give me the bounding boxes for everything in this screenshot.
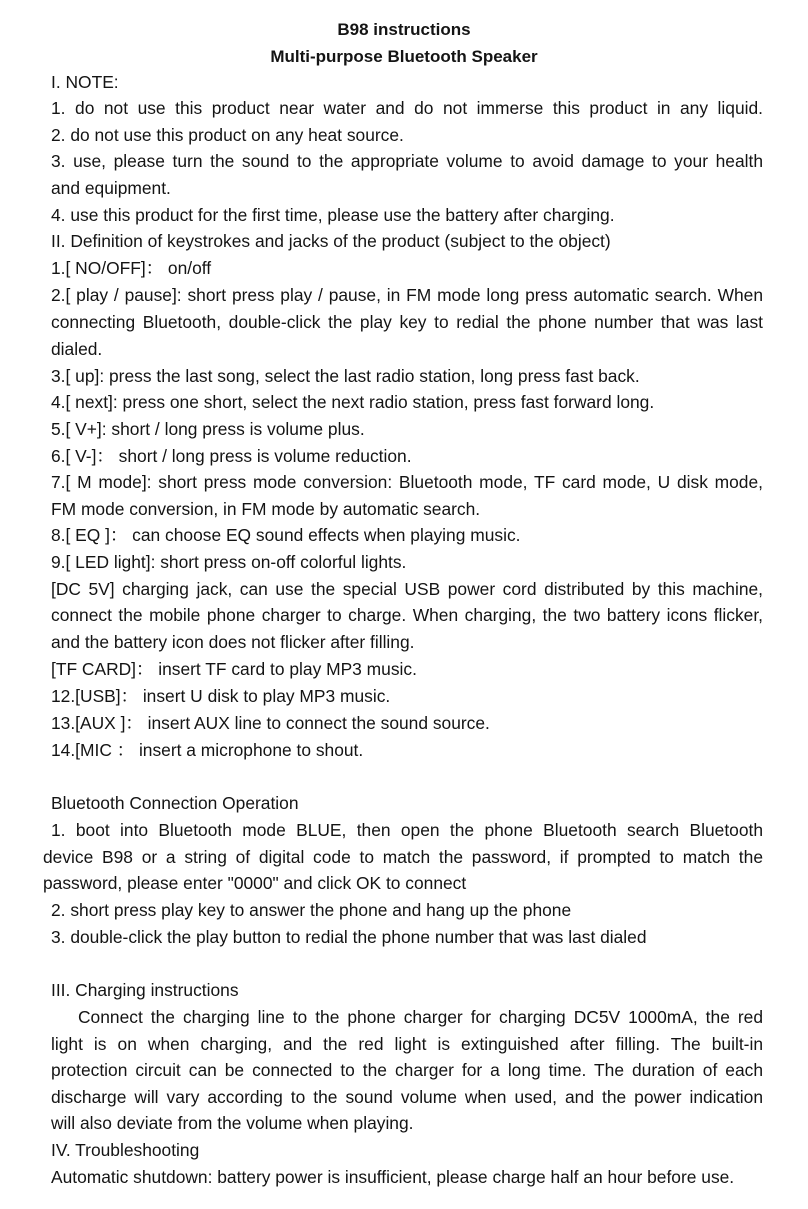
key-item-3: 3.[ up]: press the last song, select the last radio station, long press fast back. bbox=[51, 366, 640, 386]
charging-paragraph-line-2: light is on when charging, and the red light is extinguished after filling. The built-in bbox=[51, 1034, 763, 1054]
note-item-2: 2. do not use this product on any heat source. bbox=[51, 125, 404, 145]
section-heading-troubleshooting: IV. Troubleshooting bbox=[51, 1140, 200, 1160]
note-item-1: 1. do not use this product near water and do not immerse this product in any liquid. bbox=[51, 98, 763, 118]
note-item-3-line-2: and equipment. bbox=[51, 178, 171, 198]
note-item-4: 4. use this product for the first time, please use the battery after charging. bbox=[51, 205, 615, 225]
section-heading-bluetooth: Bluetooth Connection Operation bbox=[51, 793, 299, 813]
key-item-9: 9.[ LED light]: short press on-off colorful lights. bbox=[51, 552, 407, 572]
key-item-2-line-1: 2.[ play / pause]: short press play / pause, in FM mode long press automatic search. When bbox=[51, 285, 763, 305]
section-heading-keys: II. Definition of keystrokes and jacks of the product (subject to the object) bbox=[51, 231, 611, 251]
key-item-2-line-3: dialed. bbox=[51, 339, 103, 359]
dc-jack-line-1: [DC 5V] charging jack, can use the special USB power cord distributed by this machine, bbox=[51, 579, 763, 599]
key-item-8: 8.[ EQ ]： can choose EQ sound effects when playing music. bbox=[51, 525, 521, 545]
section-heading-charging: III. Charging instructions bbox=[51, 980, 239, 1000]
key-item-7-line-2: FM mode conversion, in FM mode by automatic search. bbox=[51, 499, 481, 519]
bluetooth-step-3: 3. double-click the play button to redial the phone number that was last dialed bbox=[51, 927, 647, 947]
charging-paragraph-line-4: discharge will vary according to the sound volume when used, and the power indication bbox=[51, 1087, 763, 1107]
mic-item: 14.[MIC ： insert a microphone to shout. bbox=[51, 740, 364, 760]
key-item-6: 6.[ V-]： short / long press is volume reduction. bbox=[51, 446, 412, 466]
bluetooth-step-1-line-2: device B98 or a string of digital code to match the password, if prompted to match the bbox=[43, 847, 763, 867]
document-subtitle: Multi-purpose Bluetooth Speaker bbox=[270, 47, 538, 66]
key-item-5: 5.[ V+]: short / long press is volume plus. bbox=[51, 419, 365, 439]
troubleshooting-item-1: Automatic shutdown: battery power is insufficient, please charge half an hour before use. bbox=[51, 1167, 735, 1187]
bluetooth-step-1-line-3: password, please enter "0000" and click OK to connect bbox=[43, 873, 467, 893]
note-item-3-line-1: 3. use, please turn the sound to the appropriate volume to avoid damage to your health bbox=[51, 151, 763, 171]
aux-item: 13.[AUX ]： insert AUX line to connect the sound source. bbox=[51, 713, 490, 733]
document-title: B98 instructions bbox=[337, 20, 471, 39]
tf-card-item: [TF CARD]： insert TF card to play MP3 music. bbox=[51, 659, 417, 679]
usb-item: 12.[USB]： insert U disk to play MP3 music. bbox=[51, 686, 391, 706]
charging-paragraph-line-3: protection circuit can be connected to the charger for a long time. The duration of each bbox=[51, 1060, 763, 1080]
dc-jack-line-2: connect the mobile phone charger to charge. When charging, the two battery icons flicker, bbox=[51, 605, 763, 625]
key-item-2-line-2: connecting Bluetooth, double-click the play key to redial the phone number that was last bbox=[51, 312, 763, 332]
bluetooth-step-1-line-1: 1. boot into Bluetooth mode BLUE, then open the phone Bluetooth search Bluetooth bbox=[51, 820, 763, 840]
section-heading-note: I. NOTE: bbox=[51, 72, 119, 92]
key-item-4: 4.[ next]: press one short, select the next radio station, press fast forward long. bbox=[51, 392, 655, 412]
key-item-7-line-1: 7.[ M mode]: short press mode conversion: Bluetooth mode, TF card mode, U disk mode, bbox=[51, 472, 763, 492]
dc-jack-line-3: and the battery icon does not flicker after filling. bbox=[51, 632, 415, 652]
charging-paragraph-line-1: Connect the charging line to the phone charger for charging DC5V 1000mA, the red bbox=[78, 1007, 763, 1027]
bluetooth-step-2: 2. short press play key to answer the phone and hang up the phone bbox=[51, 900, 572, 920]
charging-paragraph-line-5: will also deviate from the volume when playing. bbox=[51, 1113, 414, 1133]
key-item-1: 1.[ NO/OFF]： on/off bbox=[51, 258, 212, 278]
